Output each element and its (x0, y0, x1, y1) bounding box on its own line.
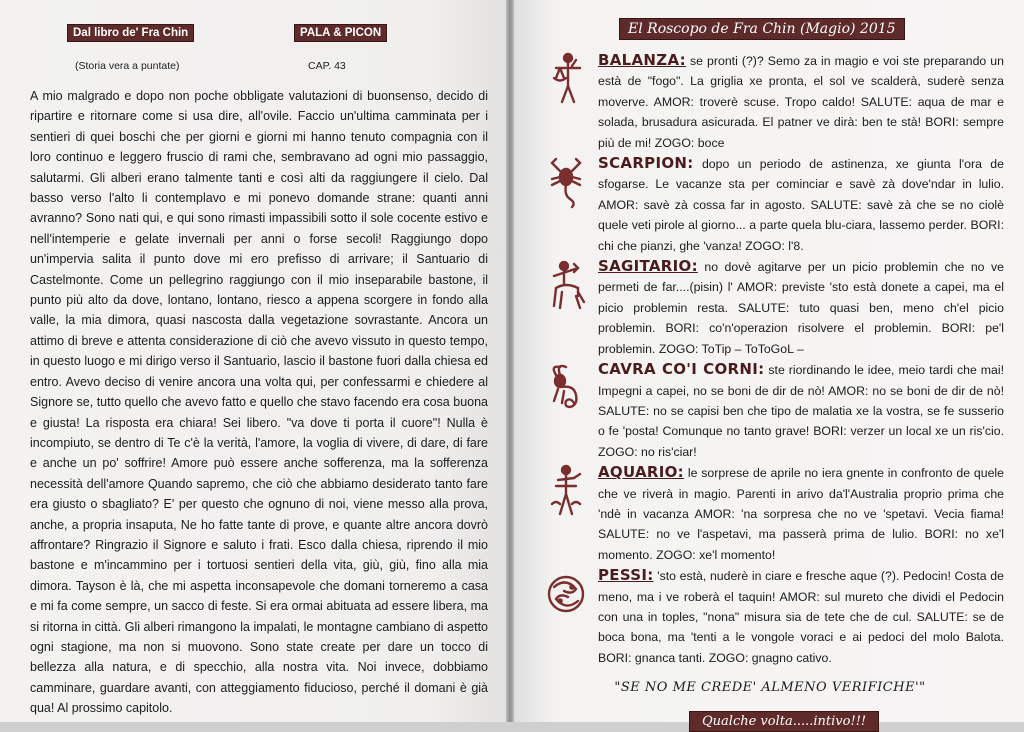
capricorn-icon (546, 361, 586, 415)
sign-name: SCARPION: (598, 154, 694, 173)
horoscope-title: El Roscopo de Fra Chin (Magio) 2015 (619, 18, 905, 40)
sign-sagitario (536, 256, 1004, 359)
story-body: A mio malgrado e dopo non poche obbligate valutazioni di buonsenso, decido di ripartire e ritornare come si usa dire, all'ovile. Faccio un'ultima camminata per i sentieri di quei boschi che per giorni e giorni mi hanno tenuto compagnia con il loro continuo e leggero fruscio di rami che, sembravano ad ogni mio passaggio, salutarmi. Gli alberi erano talmente tanti e così alti da raggiungere il cielo. Dal basso verso l'alto li contemplavo e mi ponevo domande strane: quanti anni avranno? Sono nati qui, e qui sono rimasti impassibili sotto il sole cocente estivo e nell'intemperie e gelate invernali per anni o forse secoli! Raggiungo dopo un'impervia salita il punto dove mi ero prefisso di arrivare; il Santuario di Castelmonte. Come un pellegrino raggiungo con il mio inseparabile bastone, il punto più alto da dove, lontano, lontano, riesco a appena scorgere in fondo alla valle, la mia dimora, quasi nascosta dalla vegetazione sovrastante. Ancora un attimo di breve e attenta considerazione di ciò che avevo vissuto in questo tempo, in questo luogo e mi dirigo verso il Santuario, lascio il bastone fuori dalla chiesa ed entro. Avevo deciso di venire ancora una volta qui, per confessarmi e chiedere al Signore se, tutto quello che avevo fatto e quello che stavo facendo era cosa buona e giusta! La risposta era chiara! Sei libero. "va dove ti porta il cuore"! Nulla è incompiuto, se dentro di Te c'è la verità, l'amore, la voglia di vivere, di dare, di fare e anche un po' soffrire! Amore può essere anche sofferenza, ma la sofferenza necessità dell'amore Quando sapremo, che ciò che abbiamo desiderato tanto fare era giusto o sbagliato? E' per questo che ognuno di noi, viene messo alla prova, anche, a propria insaputa, Ne ho fatte tante di prove, e quante altre ancora dovrò affrontare? Ringrazio il Signore e saluto i frati. Esco dalla chiesa, riprendo il mio bastone e m'incammino per i tortuosi sentieri della vita, giù, giù, fino alla mia dimora. Tayson è là, che mi aspetta inconsapevole che domani torneremo a casa e mi fa come sempre, un sacco di feste. Si era ormai abituata ad essere libera, ma si ritorna in città. Gli alberi rimangono la impalati, le montagne cambiano di aspetto ogni stagione, ma non si muovono. Sono state create per dare un tocco di bellezza alla natura, e di specchio, alla nostra vita. Noi invece, dobbiamo camminare, guardare avanti, con atteggiamento fiducioso, perché il domani è già qua! Al prossimo capitolo. (30, 89, 488, 716)
left-header (30, 22, 490, 82)
sign-forecast: 'sto està, nuderè in ciare e fresche aque (?). Pedocin! Costa de meno, ma i ve roberà el taquin! AMOR: sul mureto che dividi el Pedocin con una in toples, "nona" misura sia de tete che de cul. SALUTE: se de boca bona, ma 'tenti a le vongole voraci e ai pedoci del molo Balota. BORI: gnanca tanti. ZOGO: gnagno cativo. (598, 569, 1004, 665)
column-label: PALA & PICON (294, 24, 387, 42)
sign-forecast: ste riordinando le idee, meio tardi che mai! Impegni a capei, no se boni de dir de nò! AMOR: no se boni de dir de nò! SALUTE: no se capisi ben che tipo de malatia xe la vostra, se fe susserio o fe 'posta! Comunque no tanto grave! BORI: verzer un local xe un ris'cio. ZOGO: no ris'ciar! (598, 363, 1004, 459)
chapter-number: CAP. 43 (308, 60, 346, 72)
libra-icon (546, 52, 586, 106)
book-spine (506, 0, 514, 722)
sign-name: SAGITARIO: (598, 257, 698, 276)
sign-name: PESSI: (598, 566, 654, 585)
slogan: "SE NO ME CREDE' ALMENO VERIFICHE'" (614, 680, 926, 696)
sign-forecast: le sorprese de aprile no iera gnente in confronto de quele che ve riverà in magio. Parenti in arivo da'l'Australia proprio prima che 'ndè in vacanza AMOR: 'na sorpresa che no ve 'spetavi. Vecia fiama! SALUTE: no ve l'aspetavi, ma passerà prima de lulio. BORI: no xe'l momento. ZOGO: xe'l momento! (598, 466, 1004, 562)
book-label: Dal libro de' Fra Chin (67, 24, 194, 42)
sign-balanza (536, 50, 1004, 153)
aquarius-icon (546, 464, 586, 518)
sign-name: AQUARIO: (598, 463, 684, 482)
sign-forecast: se pronti (?)? Semo za in magio e voi ste preparando un està de "fogo". La griglia xe pronta, el sol ve scalderà, suderè senza moverve. AMOR: troverè scuse. Tropo caldo! SALUTE: aqua de mar e solada, brusadura asicurada. El patner ve dirà: ben te stà! BORI: sempre più de mi! ZOGO: boce (598, 54, 1004, 150)
left-page (0, 0, 506, 722)
sign-name: CAVRA CO'I CORNI: (598, 360, 765, 379)
story-note: (Storia vera a puntate) (75, 60, 180, 72)
scorpio-icon (546, 155, 586, 209)
sign-forecast: dopo un periodo de astinenza, xe giunta l'ora de sfogarse. Le vacanze sta per cominciar e savè zà dove'ndar in lulio. AMOR: savè zà cossa far in agosto. SALUTE: savè zà che se no ciolè quele veti pirole al giorno... a parte quela blu-ciara, lassemo perder. BORI: chi che pianzi, ghe 'vanza! ZOGO: l'8. (598, 157, 1004, 253)
pisces-icon (546, 567, 586, 621)
sign-scarpion (536, 153, 1004, 256)
sign-name: BALANZA: (598, 51, 686, 69)
sign-cavra (536, 359, 1004, 462)
sign-pessi (536, 565, 1004, 668)
right-page (514, 0, 1024, 730)
footer-tag: Qualche volta.....intivo!!! (689, 711, 879, 732)
sagittarius-icon (546, 258, 586, 312)
sign-forecast: no dovè agitarve per un picio problemin che no ve permeti de far....(pisin) l' AMOR: previste 'sto està donete a capei, ma el picio problemin resta. SALUTE: tuto quasi ben, meno ch'el picio problemin. BORI: co'n'operazion risolvere el problemin. BORI: pe'l problemin. ZOGO: ToTip – ToToGoL – (598, 260, 1004, 356)
sign-aquario (536, 462, 1004, 565)
horoscope-list (536, 50, 1004, 668)
